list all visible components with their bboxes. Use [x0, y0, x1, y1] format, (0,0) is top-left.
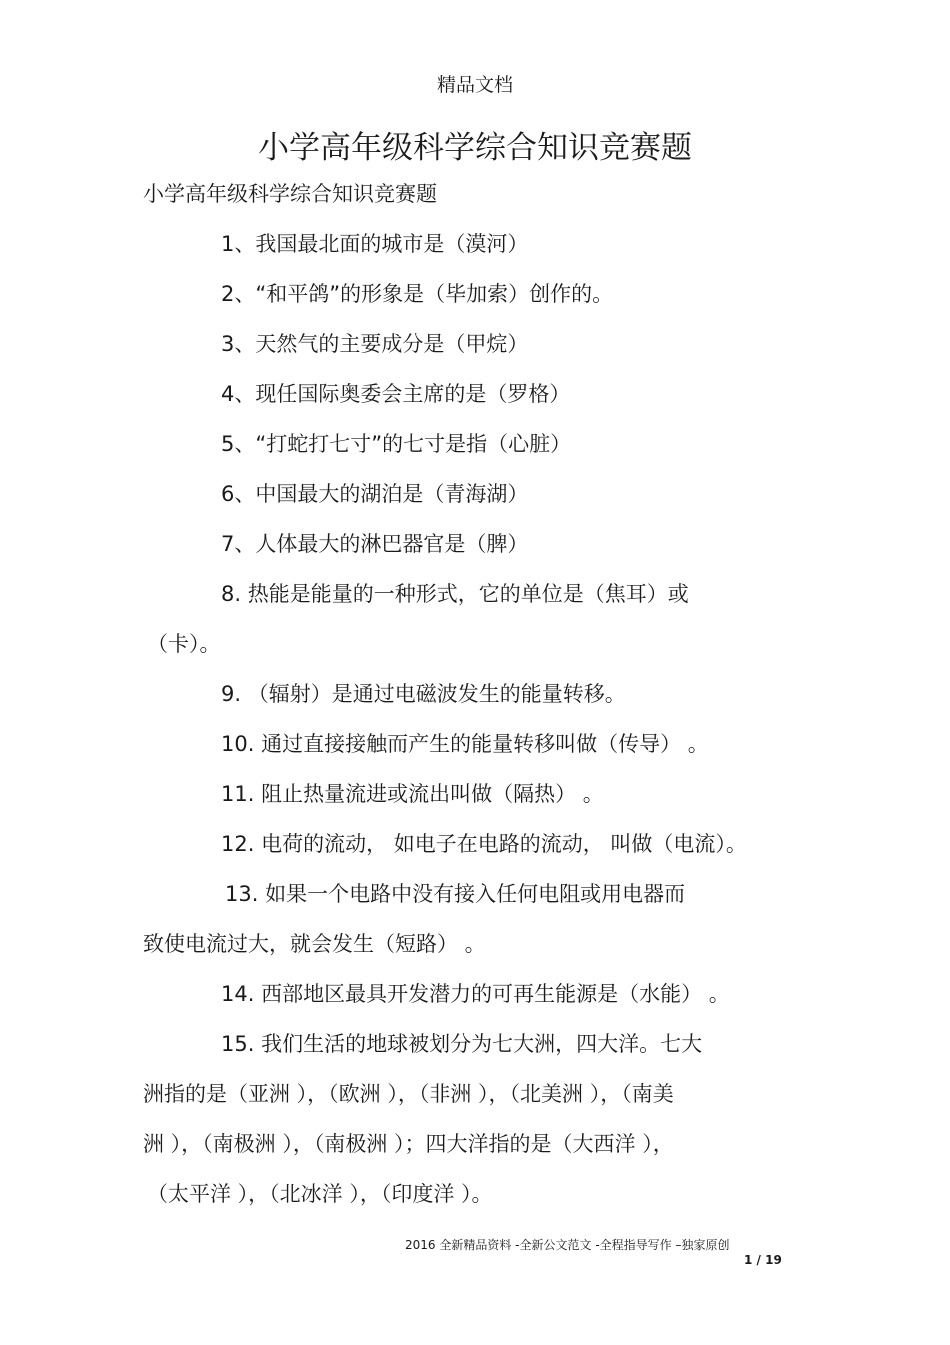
question-13-continued: 致使电流过大，就会发生（短路） 。: [143, 932, 486, 956]
question-13: 13. 如果一个电路中没有接入任何电阻或用电器而: [225, 882, 686, 906]
document-subtitle: 小学高年级科学综合知识竞赛题: [143, 182, 437, 206]
page-indicator: 1 / 19: [744, 1253, 782, 1267]
page-footer: 2016 全新精品资料 -全新公文范文 -全程指导写作 –独家原创: [405, 1238, 730, 1252]
document-title: 小学高年级科学综合知识竞赛题: [258, 130, 692, 166]
question-8-continued: （卡）。: [147, 632, 221, 656]
question-15-continued-3: （太平洋 ），（北冰洋 ），（印度洋 ）。: [147, 1182, 493, 1206]
question-4: 4、现任国际奥委会主席的是（罗格）: [221, 382, 571, 406]
question-1: 1、我国最北面的城市是（漠河）: [221, 232, 529, 256]
question-15: 15. 我们生活的地球被划分为七大洲，四大洋。七大: [221, 1032, 703, 1056]
page-header: 精品文档: [436, 74, 513, 96]
question-3: 3、天然气的主要成分是（甲烷）: [221, 332, 529, 356]
question-10: 10. 通过直接接触而产生的能量转移叫做（传导） 。: [221, 732, 709, 756]
question-14: 14. 西部地区最具开发潜力的可再生能源是（水能） 。: [221, 982, 730, 1006]
question-2: 2、“和平鸽”的形象是（毕加索）创作的。: [221, 282, 614, 306]
question-5: 5、“打蛇打七寸”的七寸是指（心脏）: [221, 432, 572, 456]
question-9: 9. （辐射）是通过电磁波发生的能量转移。: [221, 682, 626, 706]
question-11: 11. 阻止热量流进或流出叫做（隔热） 。: [221, 782, 604, 806]
question-15-continued-1: 洲指的是（亚洲 ），（欧洲 ），（非洲 ），（北美洲 ），（南美: [143, 1082, 674, 1106]
question-6: 6、中国最大的湖泊是（青海湖）: [221, 482, 529, 506]
question-7: 7、人体最大的淋巴器官是（脾）: [221, 532, 529, 556]
question-12: 12. 电荷的流动， 如电子在电路的流动， 叫做（电流）。: [221, 832, 747, 856]
question-8: 8. 热能是能量的一种形式，它的单位是（焦耳）或: [221, 582, 689, 606]
question-15-continued-2: 洲 ），（南极洲 ），（南极洲 ）；四大洋指的是（大西洋 ），: [143, 1132, 674, 1156]
